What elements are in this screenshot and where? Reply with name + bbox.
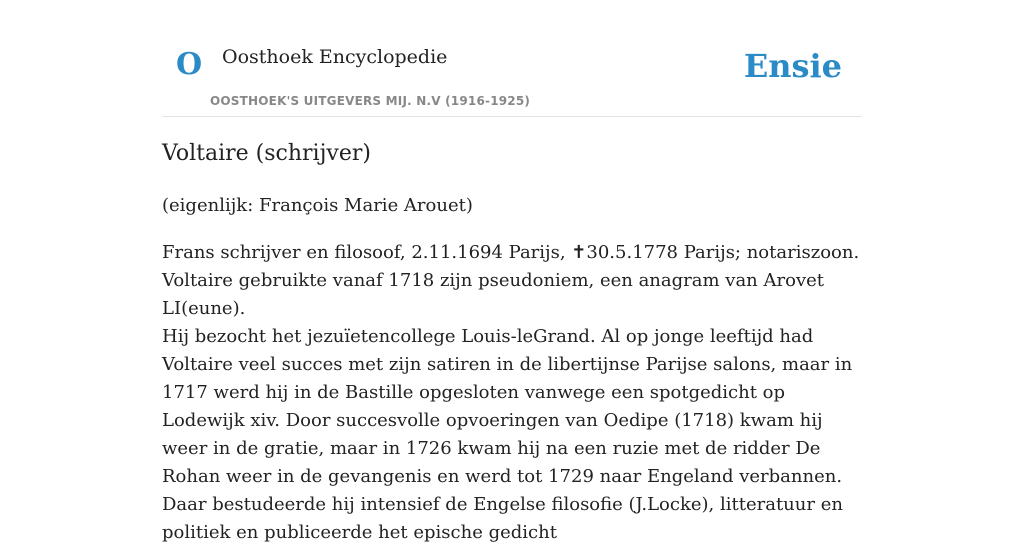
- publisher-label: OOSTHOEK'S UITGEVERS MIJ. N.V (1916-1925): [210, 94, 531, 108]
- article-title: Voltaire (schrijver): [162, 141, 371, 166]
- article-paragraph: Hij bezocht het jezuïetencollege Louis-leGrand. Al op jonge leeftijd had Voltaire veel succes met zijn satiren in de libertijnse Parijse salons, maar in 1717 werd hij in de Bastille opgesloten vanwege een spotgedicht op Lodewijk xiv. Door succesvolle opvoeringen van Oedipe (1718) kwam hij weer in de gratie, maar in 1726 kwam hij na een ruzie met de ridder De Rohan weer in de gevangenis en werd tot 1729 naar Engeland verbannen. Daar bestudeerde hij intensief de Engelse filosofie (J.Locke), litteratuur en politiek en publiceerde het epische gedicht: [162, 326, 853, 543]
- page: [162, 0, 862, 543]
- article-subtitle: (eigenlijk: François Marie Arouet): [162, 195, 473, 216]
- article-paragraph: Frans schrijver en filosoof, 2.11.1694 Parijs, ✝30.5.1778 Parijs; notariszoon. Voltaire gebruikte vanaf 1718 zijn pseudoniem, een anagram van Arovet LI(eune).: [162, 242, 860, 319]
- brand-logo-link[interactable]: Ensie: [743, 47, 842, 85]
- logo-icon[interactable]: O: [176, 47, 203, 82]
- site-header: [162, 0, 862, 117]
- site-title[interactable]: Oosthoek Encyclopedie: [222, 46, 448, 68]
